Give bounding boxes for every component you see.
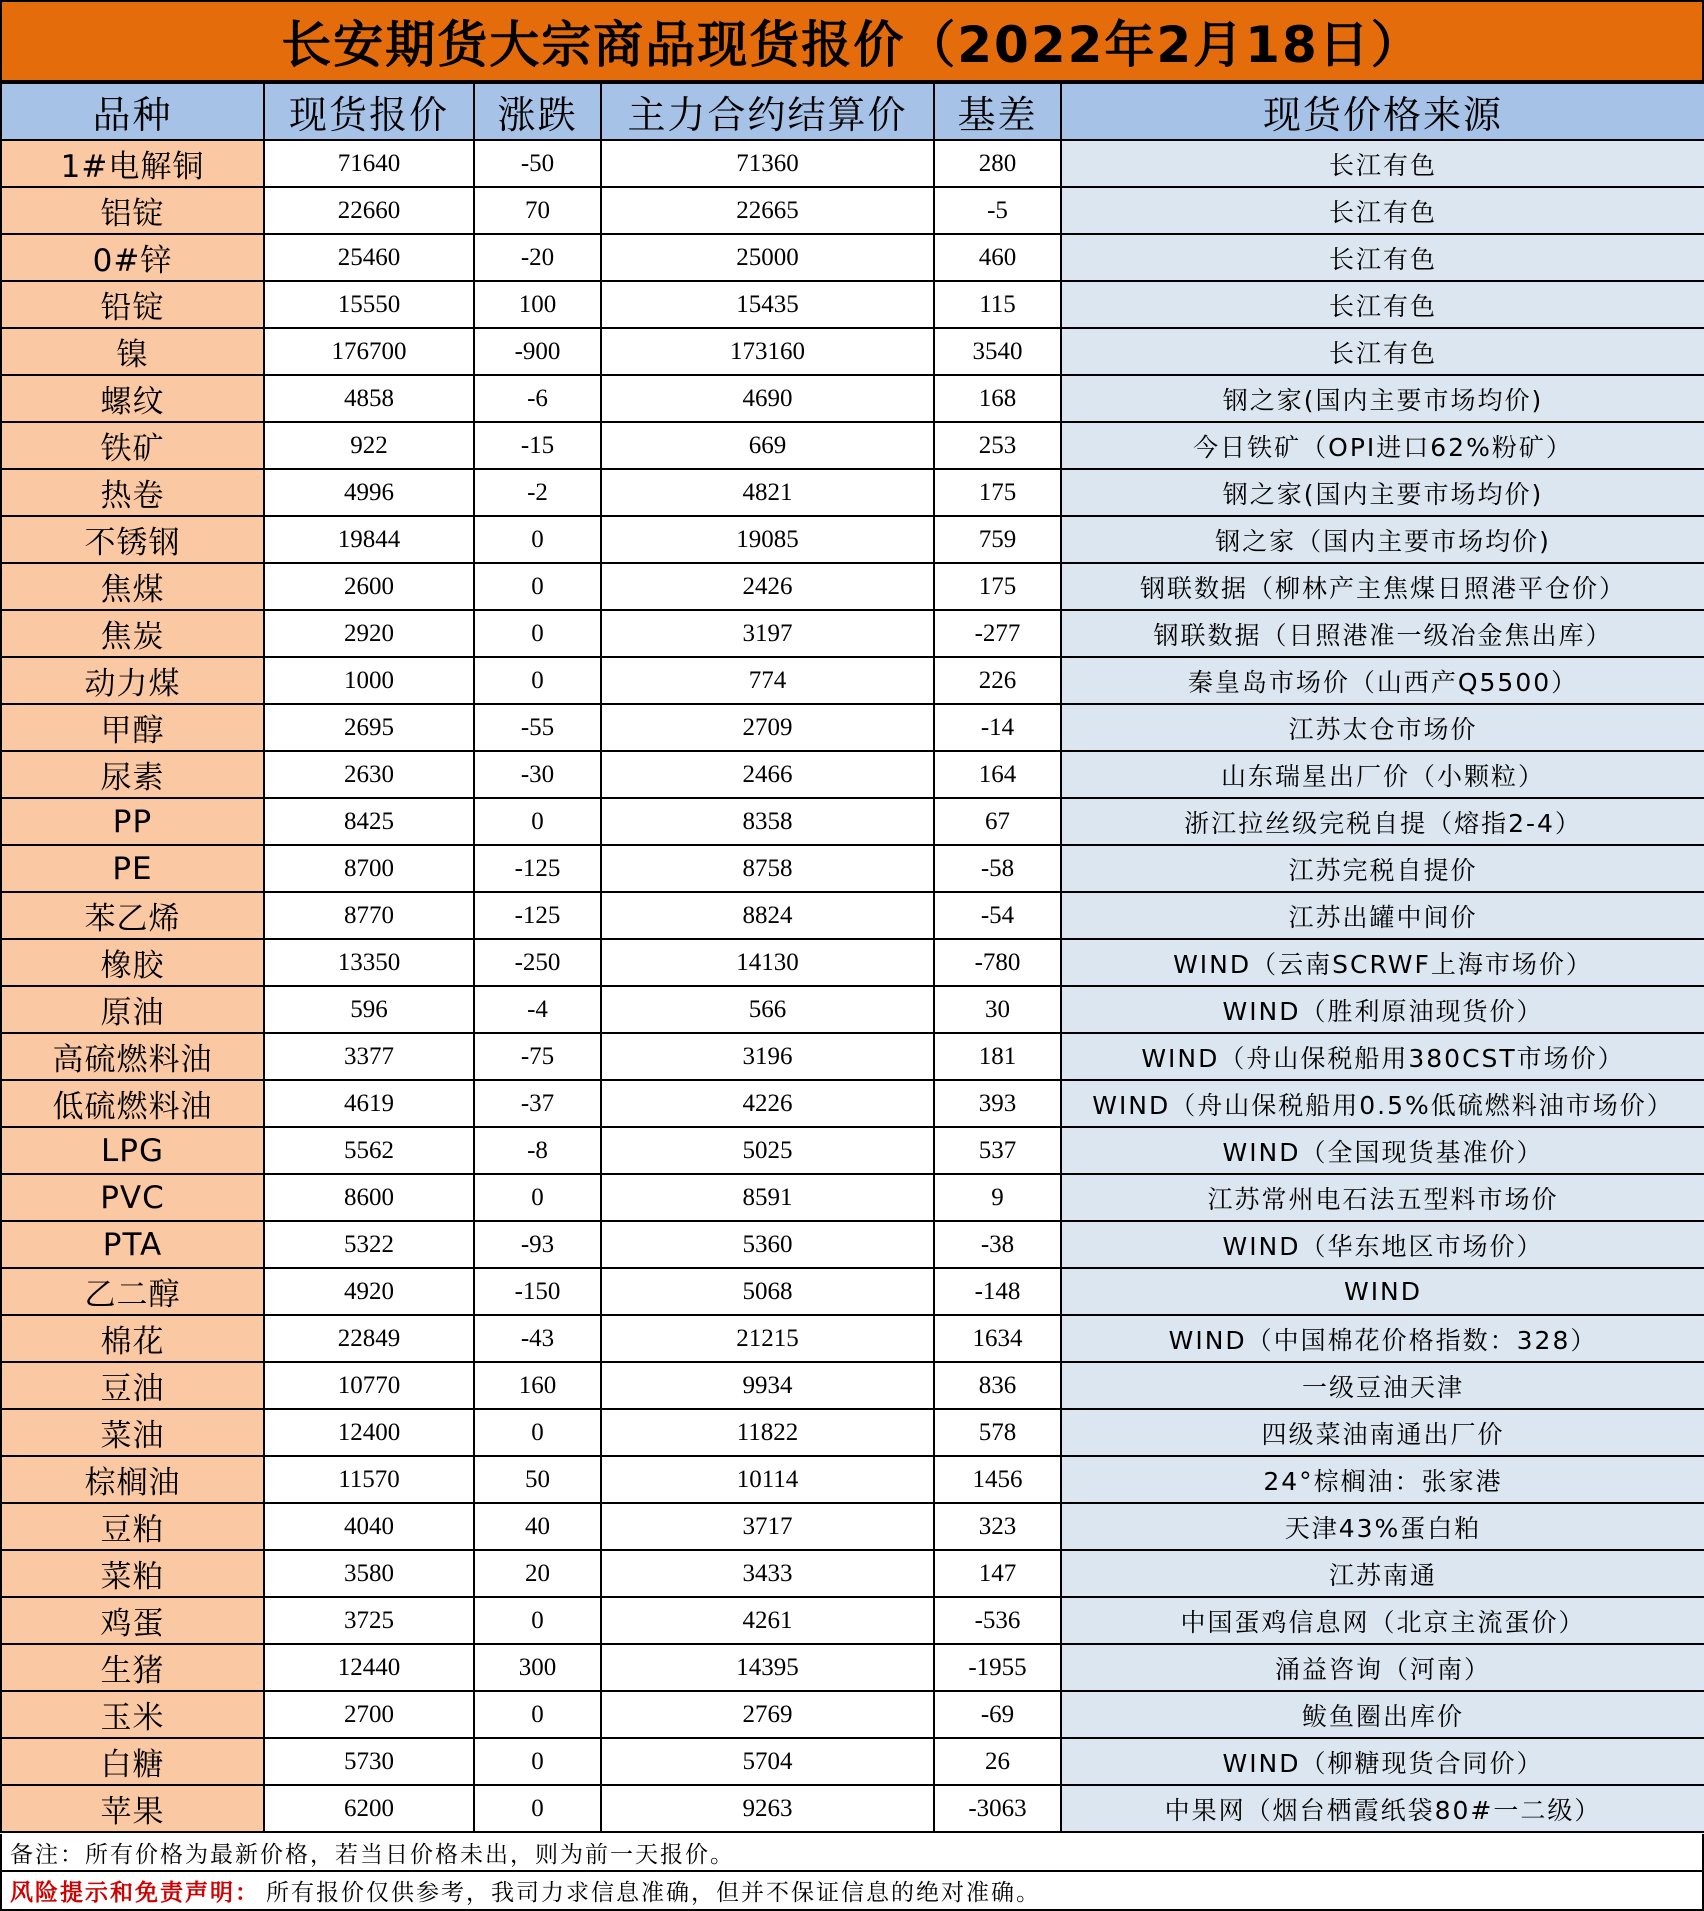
row-name: 热卷 (1, 469, 264, 516)
table-row (1, 1691, 1704, 1738)
row-source: 江苏常州电石法五型料市场价 (1061, 1174, 1704, 1221)
row-name: 铁矿 (1, 422, 264, 469)
row-settle-price: 566 (601, 986, 934, 1033)
row-name: 不锈钢 (1, 516, 264, 563)
header-settle: 主力合约结算价 (601, 83, 934, 140)
row-change: -125 (474, 892, 601, 939)
row-spot-price: 22660 (264, 187, 474, 234)
row-name: 白糖 (1, 1738, 264, 1785)
header-row (1, 83, 1704, 140)
row-source: 江苏太仓市场价 (1061, 704, 1704, 751)
row-basis: 836 (934, 1362, 1061, 1409)
row-source: 长江有色 (1061, 187, 1704, 234)
row-settle-price: 9263 (601, 1785, 934, 1832)
row-name: 玉米 (1, 1691, 264, 1738)
row-settle-price: 9934 (601, 1362, 934, 1409)
table-row (1, 1550, 1704, 1597)
row-source: WIND（全国现货基准价） (1061, 1127, 1704, 1174)
row-name: 乙二醇 (1, 1268, 264, 1315)
row-settle-price: 4261 (601, 1597, 934, 1644)
row-settle-price: 4226 (601, 1080, 934, 1127)
row-settle-price: 22665 (601, 187, 934, 234)
row-spot-price: 3725 (264, 1597, 474, 1644)
row-spot-price: 4996 (264, 469, 474, 516)
row-spot-price: 2700 (264, 1691, 474, 1738)
row-settle-price: 5704 (601, 1738, 934, 1785)
row-change: -50 (474, 140, 601, 187)
row-source: WIND（华东地区市场价） (1061, 1221, 1704, 1268)
row-settle-price: 5025 (601, 1127, 934, 1174)
row-source: WIND（胜利原油现货价） (1061, 986, 1704, 1033)
footnote: 备注：所有价格为最新价格，若当日价格未出，则为前一天报价。 (0, 1834, 1704, 1872)
row-basis: -54 (934, 892, 1061, 939)
row-spot-price: 1000 (264, 657, 474, 704)
row-basis: 164 (934, 751, 1061, 798)
table-row (1, 892, 1704, 939)
row-settle-price: 8591 (601, 1174, 934, 1221)
risk-label: 风险提示和免责声明： (10, 1880, 260, 1906)
row-basis: -14 (934, 704, 1061, 751)
row-spot-price: 2920 (264, 610, 474, 657)
table-row (1, 1362, 1704, 1409)
row-basis: 460 (934, 234, 1061, 281)
row-spot-price: 8700 (264, 845, 474, 892)
row-name: 螺纹 (1, 375, 264, 422)
row-source: 长江有色 (1061, 281, 1704, 328)
row-spot-price: 5562 (264, 1127, 474, 1174)
row-basis: -3063 (934, 1785, 1061, 1832)
table-row (1, 187, 1704, 234)
row-source: 涌益咨询（河南） (1061, 1644, 1704, 1691)
row-basis: -5 (934, 187, 1061, 234)
row-settle-price: 4821 (601, 469, 934, 516)
row-change: 0 (474, 1785, 601, 1832)
row-settle-price: 8358 (601, 798, 934, 845)
row-source: WIND（舟山保税船用380CST市场价） (1061, 1033, 1704, 1080)
row-name: 低硫燃料油 (1, 1080, 264, 1127)
table-row (1, 1315, 1704, 1362)
row-name: PTA (1, 1221, 264, 1268)
row-change: -150 (474, 1268, 601, 1315)
header-name: 品种 (1, 83, 264, 140)
price-table (0, 82, 1704, 1833)
row-source: 中国蛋鸡信息网（北京主流蛋价） (1061, 1597, 1704, 1644)
row-source: 江苏出罐中间价 (1061, 892, 1704, 939)
row-source: 长江有色 (1061, 234, 1704, 281)
row-change: -93 (474, 1221, 601, 1268)
row-settle-price: 8824 (601, 892, 934, 939)
row-change: -37 (474, 1080, 601, 1127)
row-spot-price: 22849 (264, 1315, 474, 1362)
row-source: 江苏南通 (1061, 1550, 1704, 1597)
row-change: 0 (474, 516, 601, 563)
row-basis: -58 (934, 845, 1061, 892)
row-basis: 175 (934, 469, 1061, 516)
row-spot-price: 3580 (264, 1550, 474, 1597)
row-settle-price: 11822 (601, 1409, 934, 1456)
row-name: 铝锭 (1, 187, 264, 234)
row-basis: -38 (934, 1221, 1061, 1268)
row-source: 四级菜油南通出厂价 (1061, 1409, 1704, 1456)
table-row (1, 516, 1704, 563)
row-settle-price: 2426 (601, 563, 934, 610)
table-row (1, 1456, 1704, 1503)
row-source: 24°棕榈油：张家港 (1061, 1456, 1704, 1503)
row-spot-price: 5730 (264, 1738, 474, 1785)
table-row (1, 281, 1704, 328)
table-row (1, 939, 1704, 986)
row-change: 0 (474, 1174, 601, 1221)
row-change: 160 (474, 1362, 601, 1409)
row-spot-price: 5322 (264, 1221, 474, 1268)
row-source: 长江有色 (1061, 140, 1704, 187)
row-basis: 759 (934, 516, 1061, 563)
row-settle-price: 3433 (601, 1550, 934, 1597)
row-settle-price: 774 (601, 657, 934, 704)
row-spot-price: 12400 (264, 1409, 474, 1456)
row-name: 鸡蛋 (1, 1597, 264, 1644)
row-basis: 181 (934, 1033, 1061, 1080)
header-change: 涨跌 (474, 83, 601, 140)
row-change: -15 (474, 422, 601, 469)
row-spot-price: 10770 (264, 1362, 474, 1409)
row-spot-price: 2630 (264, 751, 474, 798)
row-settle-price: 669 (601, 422, 934, 469)
row-source: 钢之家（国内主要市场均价) (1061, 516, 1704, 563)
row-name: 0#锌 (1, 234, 264, 281)
row-change: 0 (474, 798, 601, 845)
row-change: 0 (474, 1691, 601, 1738)
row-source: 钢之家(国内主要市场均价) (1061, 375, 1704, 422)
row-spot-price: 12440 (264, 1644, 474, 1691)
row-settle-price: 4690 (601, 375, 934, 422)
row-basis: 30 (934, 986, 1061, 1033)
row-change: -125 (474, 845, 601, 892)
row-name: 焦煤 (1, 563, 264, 610)
row-basis: 67 (934, 798, 1061, 845)
row-spot-price: 19844 (264, 516, 474, 563)
table-row (1, 234, 1704, 281)
row-basis: 1456 (934, 1456, 1061, 1503)
row-spot-price: 6200 (264, 1785, 474, 1832)
table-row (1, 986, 1704, 1033)
row-basis: 253 (934, 422, 1061, 469)
table-row (1, 1080, 1704, 1127)
row-change: 40 (474, 1503, 601, 1550)
row-settle-price: 14130 (601, 939, 934, 986)
row-spot-price: 8770 (264, 892, 474, 939)
table-row (1, 798, 1704, 845)
row-name: 豆油 (1, 1362, 264, 1409)
row-name: 苯乙烯 (1, 892, 264, 939)
row-spot-price: 11570 (264, 1456, 474, 1503)
row-basis: 115 (934, 281, 1061, 328)
row-change: 0 (474, 1409, 601, 1456)
header-source: 现货价格来源 (1061, 83, 1704, 140)
row-basis: 226 (934, 657, 1061, 704)
table-row (1, 1644, 1704, 1691)
row-spot-price: 596 (264, 986, 474, 1033)
row-spot-price: 4619 (264, 1080, 474, 1127)
row-change: -250 (474, 939, 601, 986)
row-basis: 26 (934, 1738, 1061, 1785)
row-name: 动力煤 (1, 657, 264, 704)
row-change: 70 (474, 187, 601, 234)
row-settle-price: 3197 (601, 610, 934, 657)
row-source: 秦皇岛市场价（山西产Q5500） (1061, 657, 1704, 704)
table-row (1, 140, 1704, 187)
row-name: 生猪 (1, 1644, 264, 1691)
row-change: -4 (474, 986, 601, 1033)
row-settle-price: 19085 (601, 516, 934, 563)
row-spot-price: 15550 (264, 281, 474, 328)
row-change: 0 (474, 610, 601, 657)
row-basis: 537 (934, 1127, 1061, 1174)
row-settle-price: 15435 (601, 281, 934, 328)
row-source: WIND（云南SCRWF上海市场价） (1061, 939, 1704, 986)
row-source: WIND（柳糖现货合同价） (1061, 1738, 1704, 1785)
row-settle-price: 2466 (601, 751, 934, 798)
header-basis: 基差 (934, 83, 1061, 140)
row-spot-price: 2695 (264, 704, 474, 751)
row-name: 棉花 (1, 1315, 264, 1362)
row-basis: 147 (934, 1550, 1061, 1597)
row-name: 菜粕 (1, 1550, 264, 1597)
row-basis: 9 (934, 1174, 1061, 1221)
table-row (1, 1221, 1704, 1268)
row-settle-price: 10114 (601, 1456, 934, 1503)
sheet-title: 长安期货大宗商品现货报价（2022年2月18日） (0, 0, 1704, 82)
row-change: 50 (474, 1456, 601, 1503)
row-spot-price: 922 (264, 422, 474, 469)
row-change: 0 (474, 563, 601, 610)
row-settle-price: 3196 (601, 1033, 934, 1080)
table-row (1, 1409, 1704, 1456)
row-change: 20 (474, 1550, 601, 1597)
row-source: 钢联数据（柳林产主焦煤日照港平仓价） (1061, 563, 1704, 610)
row-source: 天津43%蛋白粕 (1061, 1503, 1704, 1550)
row-source: 中果网（烟台栖霞纸袋80#一二级） (1061, 1785, 1704, 1832)
risk-disclaimer (0, 1872, 1704, 1911)
row-change: 0 (474, 1738, 601, 1785)
table-row (1, 1127, 1704, 1174)
row-basis: 3540 (934, 328, 1061, 375)
row-name: LPG (1, 1127, 264, 1174)
table-row (1, 563, 1704, 610)
table-row (1, 1174, 1704, 1221)
row-name: 尿素 (1, 751, 264, 798)
row-source: WIND（中国棉花价格指数：328） (1061, 1315, 1704, 1362)
row-spot-price: 2600 (264, 563, 474, 610)
row-change: 0 (474, 1597, 601, 1644)
row-settle-price: 21215 (601, 1315, 934, 1362)
row-settle-price: 71360 (601, 140, 934, 187)
row-name: 镍 (1, 328, 264, 375)
row-source: 江苏完税自提价 (1061, 845, 1704, 892)
row-source: 一级豆油天津 (1061, 1362, 1704, 1409)
table-row (1, 1033, 1704, 1080)
table-row (1, 1503, 1704, 1550)
row-change: -20 (474, 234, 601, 281)
row-basis: 393 (934, 1080, 1061, 1127)
row-change: -8 (474, 1127, 601, 1174)
row-name: 原油 (1, 986, 264, 1033)
table-row (1, 657, 1704, 704)
row-basis: -69 (934, 1691, 1061, 1738)
risk-text: 所有报价仅供参考，我司力求信息准确，但并不保证信息的绝对准确。 (266, 1880, 1041, 1906)
row-basis: 323 (934, 1503, 1061, 1550)
table-row (1, 328, 1704, 375)
table-row (1, 375, 1704, 422)
row-spot-price: 4858 (264, 375, 474, 422)
table-row (1, 1268, 1704, 1315)
row-spot-price: 4920 (264, 1268, 474, 1315)
row-basis: -148 (934, 1268, 1061, 1315)
table-row (1, 422, 1704, 469)
row-basis: 175 (934, 563, 1061, 610)
row-settle-price: 2709 (601, 704, 934, 751)
row-name: 菜油 (1, 1409, 264, 1456)
row-settle-price: 25000 (601, 234, 934, 281)
table-row (1, 610, 1704, 657)
row-spot-price: 8600 (264, 1174, 474, 1221)
row-source: 钢联数据（日照港准一级冶金焦出库） (1061, 610, 1704, 657)
table-row (1, 1738, 1704, 1785)
row-source: 钢之家(国内主要市场均价) (1061, 469, 1704, 516)
row-basis: -780 (934, 939, 1061, 986)
row-change: -43 (474, 1315, 601, 1362)
row-settle-price: 14395 (601, 1644, 934, 1691)
row-name: PVC (1, 1174, 264, 1221)
row-basis: 578 (934, 1409, 1061, 1456)
row-change: 100 (474, 281, 601, 328)
row-name: PP (1, 798, 264, 845)
row-change: 300 (474, 1644, 601, 1691)
row-settle-price: 173160 (601, 328, 934, 375)
table-row (1, 845, 1704, 892)
table-row (1, 1597, 1704, 1644)
header-spot: 现货报价 (264, 83, 474, 140)
row-change: -2 (474, 469, 601, 516)
row-spot-price: 8425 (264, 798, 474, 845)
row-source: WIND（舟山保税船用0.5%低硫燃料油市场价） (1061, 1080, 1704, 1127)
row-name: 甲醇 (1, 704, 264, 751)
row-name: 苹果 (1, 1785, 264, 1832)
row-name: 豆粕 (1, 1503, 264, 1550)
row-spot-price: 4040 (264, 1503, 474, 1550)
row-change: -6 (474, 375, 601, 422)
row-source: 长江有色 (1061, 328, 1704, 375)
table-row (1, 704, 1704, 751)
row-name: 棕榈油 (1, 1456, 264, 1503)
row-source: WIND (1061, 1268, 1704, 1315)
table-body (1, 140, 1704, 1832)
row-basis: 280 (934, 140, 1061, 187)
row-name: 高硫燃料油 (1, 1033, 264, 1080)
row-change: -30 (474, 751, 601, 798)
row-settle-price: 2769 (601, 1691, 934, 1738)
table-row (1, 1785, 1704, 1832)
row-basis: -277 (934, 610, 1061, 657)
row-source: 山东瑞星出厂价（小颗粒） (1061, 751, 1704, 798)
table-row (1, 751, 1704, 798)
row-spot-price: 3377 (264, 1033, 474, 1080)
row-basis: -536 (934, 1597, 1061, 1644)
row-settle-price: 5360 (601, 1221, 934, 1268)
row-settle-price: 5068 (601, 1268, 934, 1315)
row-settle-price: 3717 (601, 1503, 934, 1550)
row-spot-price: 176700 (264, 328, 474, 375)
row-source: 今日铁矿（OPI进口62%粉矿） (1061, 422, 1704, 469)
row-source: 鲅鱼圈出库价 (1061, 1691, 1704, 1738)
row-basis: 168 (934, 375, 1061, 422)
row-spot-price: 71640 (264, 140, 474, 187)
row-spot-price: 13350 (264, 939, 474, 986)
row-basis: 1634 (934, 1315, 1061, 1362)
row-change: -900 (474, 328, 601, 375)
row-source: 浙江拉丝级完税自提（熔指2-4） (1061, 798, 1704, 845)
row-name: 铅锭 (1, 281, 264, 328)
row-settle-price: 8758 (601, 845, 934, 892)
row-name: 橡胶 (1, 939, 264, 986)
row-change: -55 (474, 704, 601, 751)
row-name: PE (1, 845, 264, 892)
table-row (1, 469, 1704, 516)
row-basis: -1955 (934, 1644, 1061, 1691)
row-name: 1#电解铜 (1, 140, 264, 187)
row-change: -75 (474, 1033, 601, 1080)
row-change: 0 (474, 657, 601, 704)
row-name: 焦炭 (1, 610, 264, 657)
row-spot-price: 25460 (264, 234, 474, 281)
